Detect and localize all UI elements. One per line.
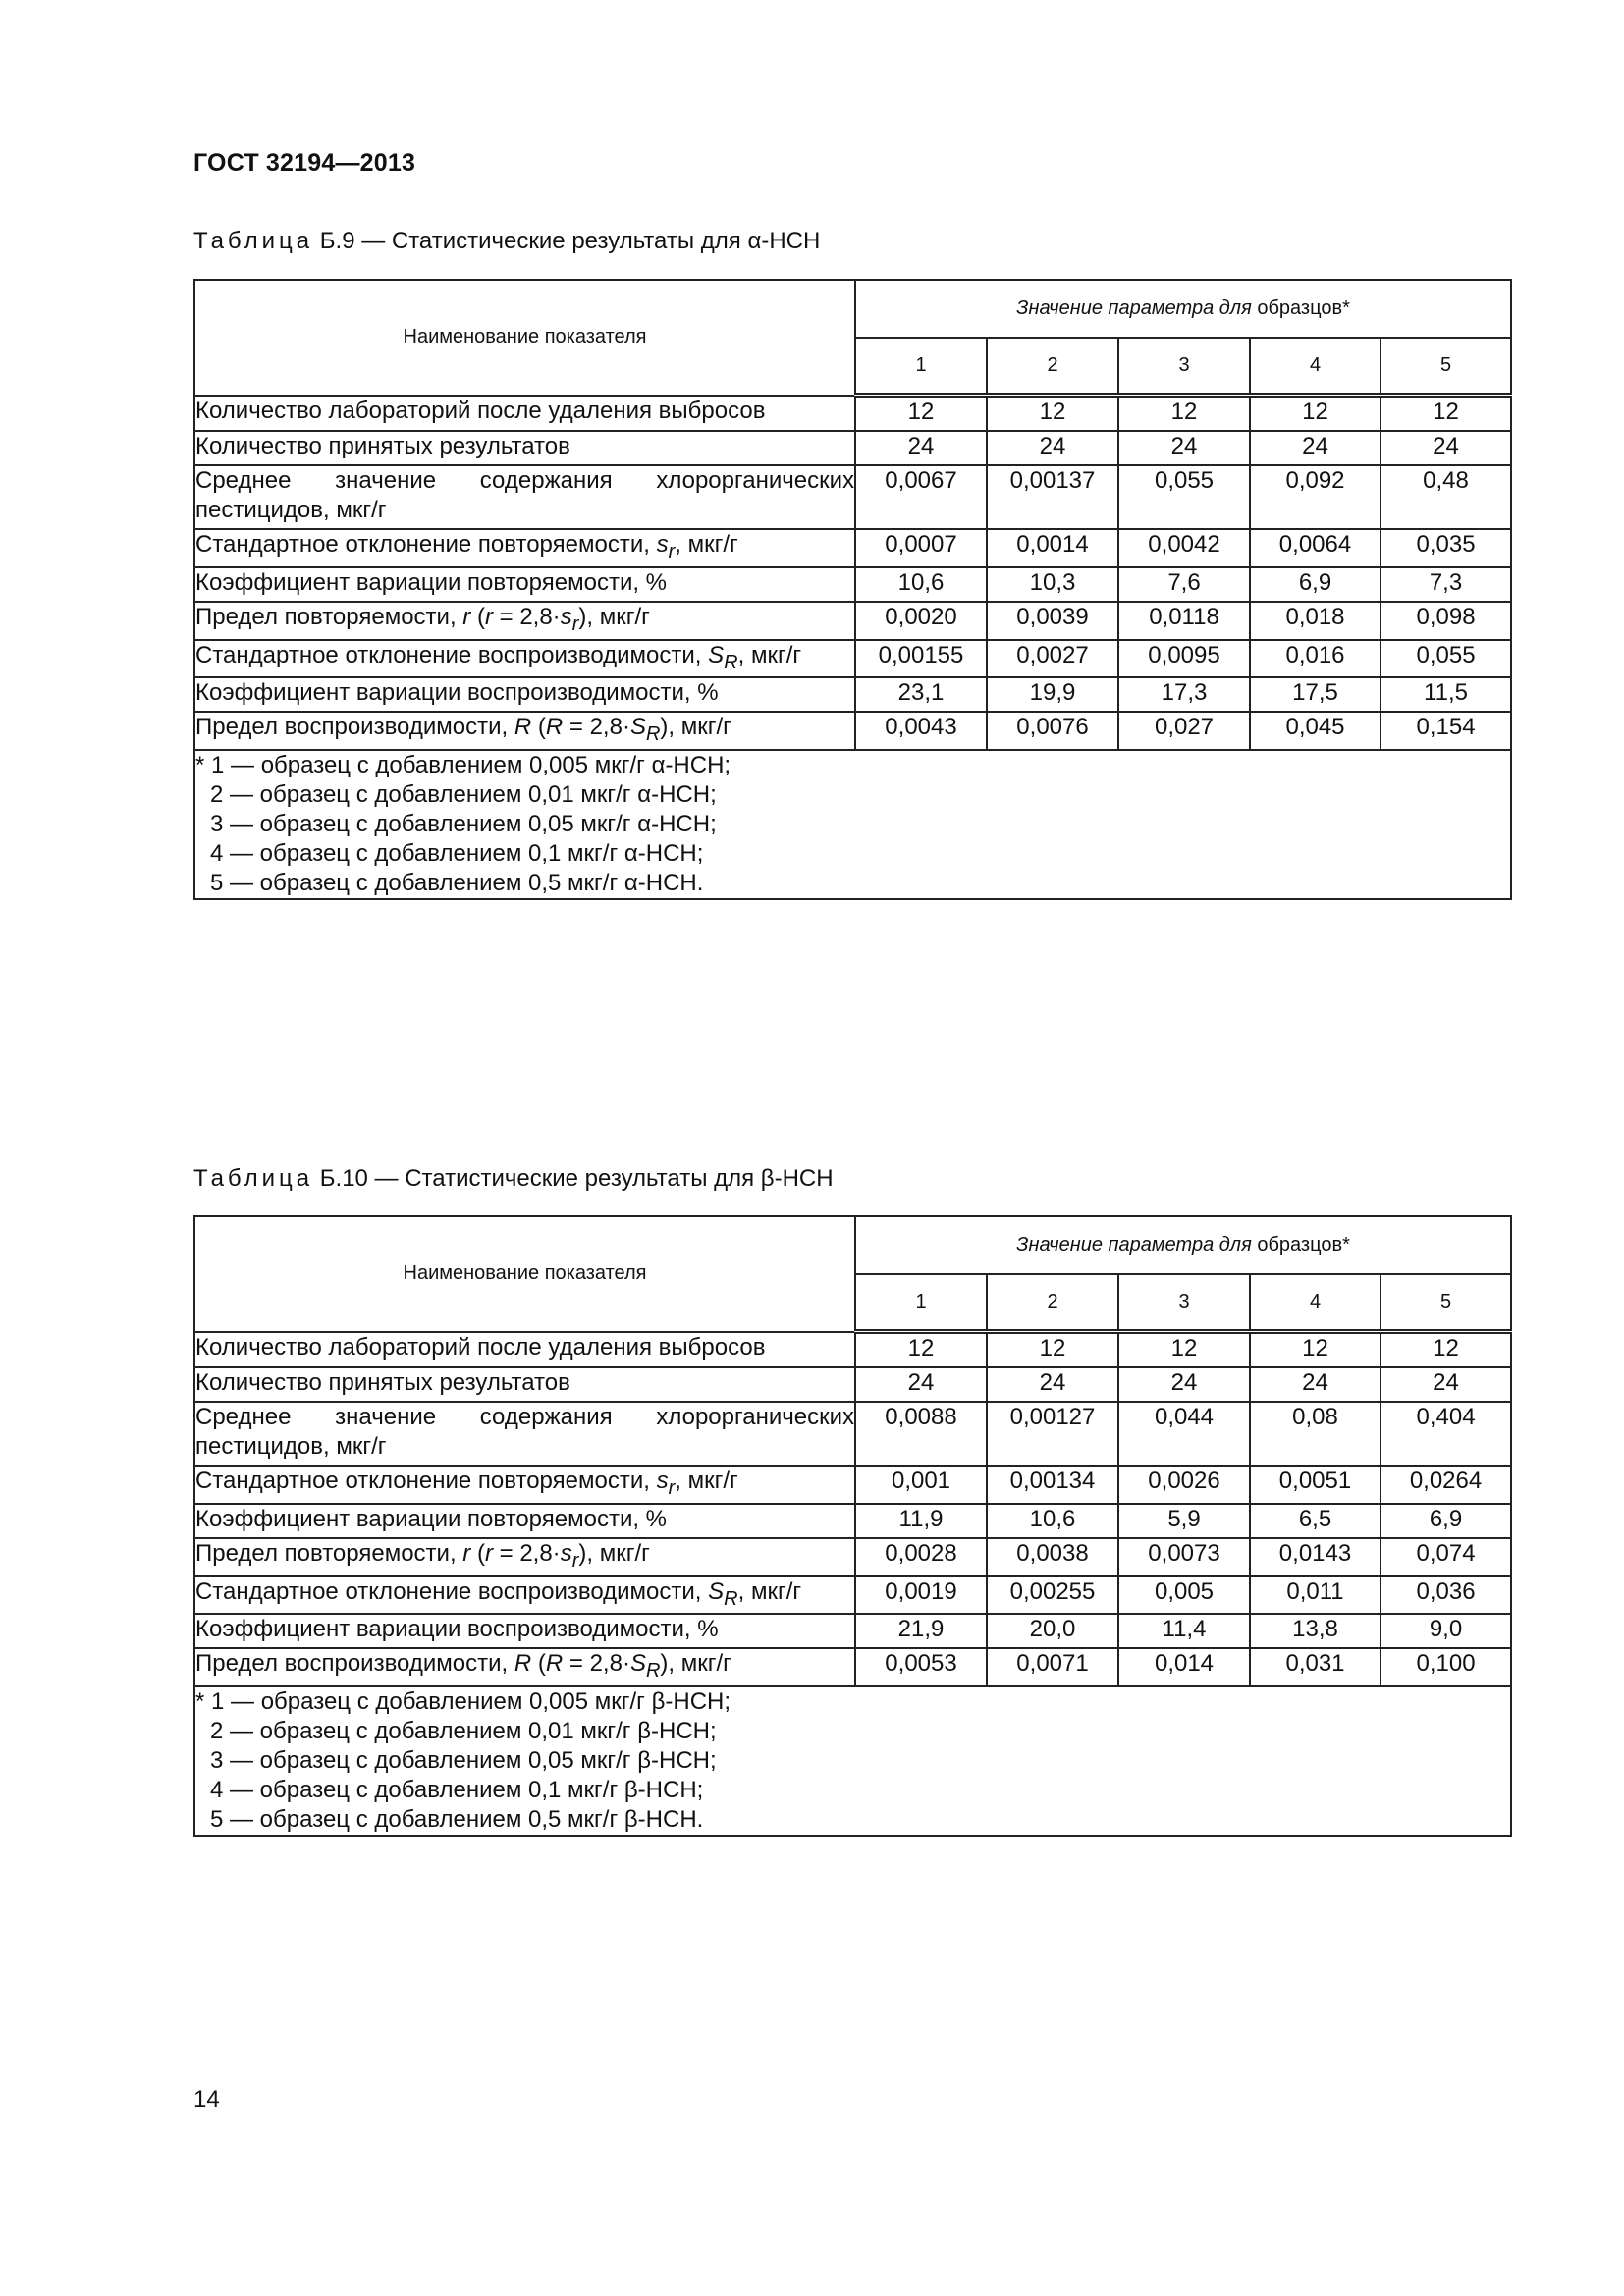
cell-value: 11,4 [1118, 1614, 1250, 1648]
cell-value: 19,9 [987, 677, 1118, 712]
cell-value: 11,9 [855, 1504, 987, 1538]
cell-value: 0,055 [1118, 465, 1250, 529]
cell-value: 0,0039 [987, 602, 1118, 640]
footnote-line: 5 — образец с добавлением 0,5 мкг/г β-НСН. [210, 1806, 704, 1834]
table-row [194, 1648, 1511, 1686]
cell-value: 0,00127 [987, 1402, 1118, 1466]
footnote-line: 4 — образец с добавлением 0,1 мкг/г β-НСН; [210, 1777, 704, 1804]
cell-value: 12 [1250, 1332, 1380, 1368]
sample-number-header: 1 [855, 1274, 987, 1332]
table-footnotes [194, 1686, 1511, 1836]
table-caption [193, 1165, 834, 1193]
cell-value: 0,0076 [987, 712, 1118, 750]
cell-value: 20,0 [987, 1614, 1118, 1648]
cell-value: 0,0071 [987, 1648, 1118, 1686]
cell-value: 24 [987, 431, 1118, 465]
row-label: Коэффициент вариации повторяемости, % [194, 1504, 855, 1538]
table-row [194, 640, 1511, 678]
cell-value: 10,3 [987, 567, 1118, 602]
cell-value: 11,5 [1380, 677, 1511, 712]
cell-value: 12 [987, 396, 1118, 432]
row-label: Коэффициент вариации повторяемости, % [194, 567, 855, 602]
cell-value: 0,0043 [855, 712, 987, 750]
row-label: Коэффициент вариации воспроизводимости, % [194, 677, 855, 712]
table-row [194, 1538, 1511, 1576]
cell-value: 12 [1250, 396, 1380, 432]
column-group-header: Значение параметра для образцов* [855, 280, 1511, 338]
row-label: Среднее значение содержания хлорорганических пестицидов, мкг/г [194, 465, 855, 529]
cell-value: 0,001 [855, 1466, 987, 1504]
footnote-line: 5 — образец с добавлением 0,5 мкг/г α-НСН. [210, 870, 704, 897]
cell-value: 0,055 [1380, 640, 1511, 678]
caption-prefix: Таблица [193, 1165, 314, 1192]
cell-value: 6,9 [1250, 567, 1380, 602]
cell-value: 0,00155 [855, 640, 987, 678]
cell-value: 6,9 [1380, 1504, 1511, 1538]
cell-value: 0,48 [1380, 465, 1511, 529]
cell-value: 0,044 [1118, 1402, 1250, 1466]
cell-value: 0,0019 [855, 1576, 987, 1615]
table-row [194, 396, 1511, 432]
cell-value: 0,035 [1380, 529, 1511, 567]
cell-value: 0,045 [1250, 712, 1380, 750]
cell-value: 0,0064 [1250, 529, 1380, 567]
cell-value: 0,0027 [987, 640, 1118, 678]
sample-number-header: 4 [1250, 1274, 1380, 1332]
sample-number-header: 3 [1118, 338, 1250, 396]
table-row [194, 677, 1511, 712]
cell-value: 0,0073 [1118, 1538, 1250, 1576]
cell-value: 0,0020 [855, 602, 987, 640]
cell-value: 0,074 [1380, 1538, 1511, 1576]
stats-table-alpha-hch [193, 279, 1512, 900]
footnote-line: 3 — образец с добавлением 0,05 мкг/г β-НСН; [210, 1747, 717, 1775]
cell-value: 24 [1380, 1367, 1511, 1402]
cell-value: 0,404 [1380, 1402, 1511, 1466]
cell-value: 0,0028 [855, 1538, 987, 1576]
cell-value: 0,098 [1380, 602, 1511, 640]
sample-number-header: 3 [1118, 1274, 1250, 1332]
table-footnote-row [194, 1686, 1511, 1836]
sample-number-header: 5 [1380, 338, 1511, 396]
cell-value: 0,0053 [855, 1648, 987, 1686]
cell-value: 0,018 [1250, 602, 1380, 640]
cell-value: 0,0118 [1118, 602, 1250, 640]
stats-table-beta-hch [193, 1215, 1512, 1837]
footnote-line: 2 — образец с добавлением 0,01 мкг/г α-НСН; [210, 781, 717, 809]
cell-value: 7,6 [1118, 567, 1250, 602]
document-header: ГОСТ 32194—2013 [193, 149, 416, 177]
cell-value: 12 [1118, 1332, 1250, 1368]
column-header-name: Наименование показателя [194, 280, 855, 396]
table-row [194, 1367, 1511, 1402]
cell-value: 0,00137 [987, 465, 1118, 529]
cell-value: 9,0 [1380, 1614, 1511, 1648]
cell-value: 0,100 [1380, 1648, 1511, 1686]
cell-value: 12 [1380, 396, 1511, 432]
cell-value: 0,036 [1380, 1576, 1511, 1615]
cell-value: 6,5 [1250, 1504, 1380, 1538]
cell-value: 0,005 [1118, 1576, 1250, 1615]
cell-value: 13,8 [1250, 1614, 1380, 1648]
row-label: Количество лабораторий после удаления выбросов [194, 1332, 855, 1368]
cell-value: 23,1 [855, 677, 987, 712]
cell-value: 0,154 [1380, 712, 1511, 750]
column-header-name: Наименование показателя [194, 1216, 855, 1332]
cell-value: 10,6 [987, 1504, 1118, 1538]
cell-value: 24 [855, 1367, 987, 1402]
cell-value: 0,0007 [855, 529, 987, 567]
cell-value: 0,016 [1250, 640, 1380, 678]
row-label: Количество принятых результатов [194, 431, 855, 465]
row-label: Предел воспроизводимости, R $(R = 2,8\cdot S_R)$, мкг/г [194, 1648, 855, 1686]
row-label: Коэффициент вариации воспроизводимости, % [194, 1614, 855, 1648]
cell-value: 5,9 [1118, 1504, 1250, 1538]
cell-value: 12 [855, 1332, 987, 1368]
row-label: Предел воспроизводимости, R $(R = 2,8\cdot S_R)$, мкг/г [194, 712, 855, 750]
row-label: Количество принятых результатов [194, 1367, 855, 1402]
table-row [194, 712, 1511, 750]
cell-value: 0,092 [1250, 465, 1380, 529]
table-row [194, 1576, 1511, 1615]
row-label: Предел повторяемости, r $(r = 2,8\cdot s_r)$, мкг/г [194, 602, 855, 640]
cell-value: 12 [1118, 396, 1250, 432]
cell-value: 17,3 [1118, 677, 1250, 712]
cell-value: 24 [1118, 431, 1250, 465]
table-row [194, 1402, 1511, 1466]
cell-value: 0,0088 [855, 1402, 987, 1466]
footnote-line: 2 — образец с добавлением 0,01 мкг/г β-НСН; [210, 1718, 717, 1745]
cell-value: 0,0067 [855, 465, 987, 529]
cell-value: 0,027 [1118, 712, 1250, 750]
cell-value: 0,014 [1118, 1648, 1250, 1686]
footnote-line: 3 — образец с добавлением 0,05 мкг/г α-НСН; [210, 811, 717, 838]
cell-value: 0,0143 [1250, 1538, 1380, 1576]
cell-value: 24 [1250, 1367, 1380, 1402]
caption-text: Б.10 — Статистические результаты для β-НСН [313, 1165, 834, 1192]
column-group-header: Значение параметра для образцов* [855, 1216, 1511, 1274]
row-label: Стандартное отклонение воспроизводимости, $S_R$, мкг/г [194, 640, 855, 678]
cell-value: 7,3 [1380, 567, 1511, 602]
table-row [194, 602, 1511, 640]
sample-number-header: 1 [855, 338, 987, 396]
footnote-line: 4 — образец с добавлением 0,1 мкг/г α-НСН; [210, 840, 704, 868]
table-row [194, 1504, 1511, 1538]
row-label: Количество лабораторий после удаления выбросов [194, 396, 855, 432]
cell-value: 0,00255 [987, 1576, 1118, 1615]
row-label: Предел повторяемости, r $(r = 2,8\cdot s_r)$, мкг/г [194, 1538, 855, 1576]
sample-number-header: 5 [1380, 1274, 1511, 1332]
cell-value: 10,6 [855, 567, 987, 602]
table-footnote-row [194, 750, 1511, 899]
cell-value: 24 [987, 1367, 1118, 1402]
cell-value: 0,0042 [1118, 529, 1250, 567]
cell-value: 0,0264 [1380, 1466, 1511, 1504]
table-footnotes [194, 750, 1511, 899]
table-caption [193, 228, 820, 255]
cell-value: 0,08 [1250, 1402, 1380, 1466]
table-row [194, 1466, 1511, 1504]
cell-value: 24 [855, 431, 987, 465]
row-label: Среднее значение содержания хлорорганических пестицидов, мкг/г [194, 1402, 855, 1466]
cell-value: 0,00134 [987, 1466, 1118, 1504]
caption-text: Б.9 — Статистические результаты для α-НСН [313, 228, 821, 254]
sample-number-header: 4 [1250, 338, 1380, 396]
table-row [194, 529, 1511, 567]
cell-value: 0,011 [1250, 1576, 1380, 1615]
table-row [194, 1332, 1511, 1368]
cell-value: 0,0038 [987, 1538, 1118, 1576]
cell-value: 12 [1380, 1332, 1511, 1368]
row-label: Стандартное отклонение воспроизводимости, $S_R$, мкг/г [194, 1576, 855, 1615]
cell-value: 0,0095 [1118, 640, 1250, 678]
cell-value: 24 [1250, 431, 1380, 465]
sample-number-header: 2 [987, 338, 1118, 396]
table-row [194, 1614, 1511, 1648]
cell-value: 12 [855, 396, 987, 432]
row-label: Стандартное отклонение повторяемости, $s_r$, мкг/г [194, 1466, 855, 1504]
cell-value: 0,0014 [987, 529, 1118, 567]
table-row [194, 465, 1511, 529]
cell-value: 0,031 [1250, 1648, 1380, 1686]
cell-value: 0,0051 [1250, 1466, 1380, 1504]
cell-value: 17,5 [1250, 677, 1380, 712]
cell-value: 21,9 [855, 1614, 987, 1648]
cell-value: 24 [1118, 1367, 1250, 1402]
footnote-line: * 1 — образец с добавлением 0,005 мкг/г β-НСН; [195, 1688, 731, 1716]
table-row [194, 431, 1511, 465]
cell-value: 12 [987, 1332, 1118, 1368]
cell-value: 24 [1380, 431, 1511, 465]
row-label: Стандартное отклонение повторяемости, $s_r$, мкг/г [194, 529, 855, 567]
table-row [194, 567, 1511, 602]
page-number: 14 [193, 2086, 220, 2112]
cell-value: 0,0026 [1118, 1466, 1250, 1504]
sample-number-header: 2 [987, 1274, 1118, 1332]
footnote-line: * 1 — образец с добавлением 0,005 мкг/г α-НСН; [195, 752, 731, 779]
caption-prefix: Таблица [193, 228, 314, 254]
